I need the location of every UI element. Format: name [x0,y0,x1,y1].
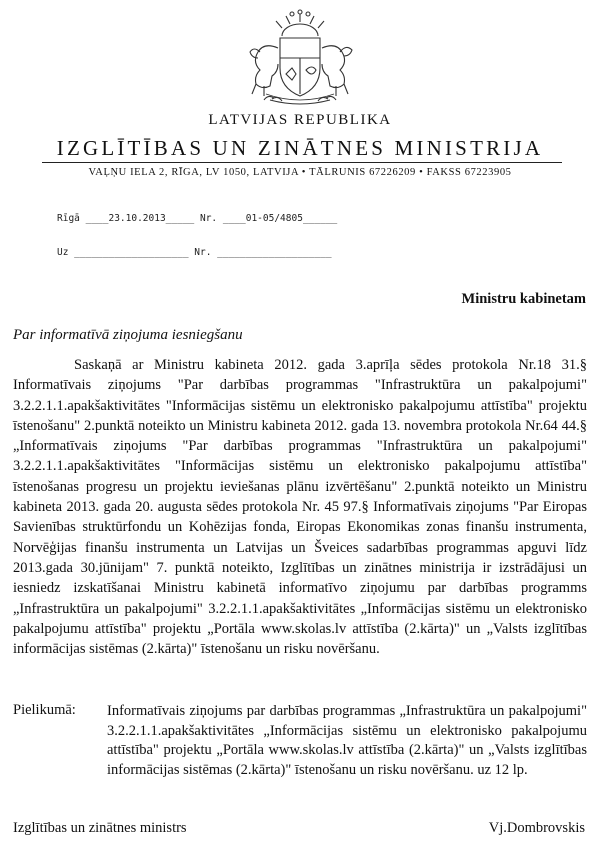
letter-subject: Par informatīvā ziņojuma iesniegšanu [13,327,243,343]
attachment-text: Informatīvais ziņojums par darbības programmas „Infrastruktūra un pakalpojumi" 3.2.2.1.1.apakšaktivitātes „Informācijas sistēmu un elektronisko pakalpojumu attīstība" projektu „Portāla www.skolas.lv attīstība (2.kārta)" un „Valsts izglītības informācijas sistēmas (2.kārta)" īstenošanu un risku novēršanu. uz 12 lp. [107,703,587,778]
attachment-label: Pielikumā: [13,702,76,718]
signer-name: Vj.Dombrovskis [488,820,585,836]
signer-title: Izglītības un zinātnes ministrs [13,820,187,836]
coat-of-arms-emblem [220,8,380,108]
reference-riga-line: Rīgā ____23.10.2013_____ Nr. ____01-05/4805______ [57,213,338,224]
letter-body [13,355,587,659]
reference-uz-line: Uz ____________________ Nr. ____________________ [57,247,332,258]
ministry-heading: IZGLĪTĪBAS UN ZINĀTNES MINISTRIJA [56,136,544,160]
ministry-address: VAĻŅU IELA 2, RĪGA, LV 1050, LATVIJA • TĀLRUNIS 67226209 • FAKSS 67223905 [88,167,512,178]
header-divider [42,162,562,163]
letter-body-text: Saskaņā ar Ministru kabineta 2012. gada 3.aprīļa sēdes protokola Nr.18 31.§ Informatīvais ziņojums "Par darbības programmas "Infrastruktūra un pakalpojumi" 3.2.2.1.1.apakšaktivitātes "Informācijas sistēmu un elektronisko pakalpojumu attīstība" projektu īstenošanu" 2.punktā noteikto un Ministru kabineta 2012. gada 13. novembra protokola Nr.64 44.§ „Informatīvais ziņojums "Par darbības programmas "Infrastruktūra un pakalpojumi" 3.2.2.1.1.apakšaktivitātes "Informācijas sistēmu un elektronisko pakalpojumu attīstība" īstenošanas progresu un projektu ieviešanas plānu izvērtēšanu" 2.punktā noteikto un Ministru kabineta 2013. gada 20. augusta sēdes protokola Nr. 45 97.§ Informatīvais ziņojums "Par Eiropas Savienības struktūrfondu un Kohēzijas fonda, Eiropas Ekonomikas zonas finanšu instrumenta, Norvēģijas finanšu instrumenta un Latvijas un Šveices sadarbības programmas apguvi līdz 2013.gada 30.jūnijam" 7. punktā noteikto, Izglītības un zinātnes ministrija ir izstrādājusi un iesniedz izskatīšanai Ministru kabinetā informatīvo ziņojumu par darbības programms „Infrastruktūra un pakalpojumi" 3.2.2.1.1.apakšaktivitātes „Informācijas sistēmu un elektronisko pakalpojumu attīstība" projektu „Portāla www.skolas.lv attīstība (2.kārta)" un „Valsts izglītības informācijas sistēmas (2.kārta)" īstenošanu un risku novēršanu. [13,357,587,658]
republic-heading: LATVIJAS REPUBLIKA [208,112,392,128]
recipient: Ministru kabinetam [461,291,586,307]
